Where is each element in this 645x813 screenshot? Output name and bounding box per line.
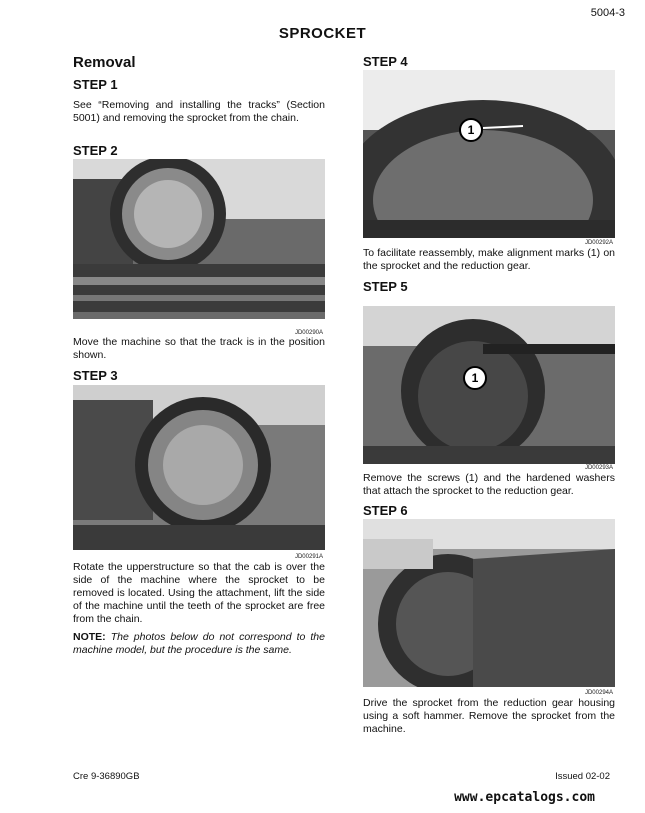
step-6-photo [363, 519, 615, 687]
step-5-photo [363, 306, 615, 464]
step-3-text: Rotate the upperstructure so that the cab is over the side of the machine where the sprocket to be removed is located. Using the attachment, lift the side of the machine until the teeth of the sprocket are free from the chain. [73, 561, 325, 625]
step-4-text: To facilitate reassembly, make alignment marks (1) on the sprocket and the reduction gear. [363, 247, 615, 272]
note [73, 631, 325, 657]
step-4-photo [363, 70, 615, 238]
step-3-label: STEP 3 [73, 368, 118, 383]
step-4-label: STEP 4 [363, 54, 408, 69]
step-2-photo [73, 159, 325, 319]
step-3-image-code: JD00291A [294, 554, 323, 560]
watermark: www.epcatalogs.com [454, 790, 595, 805]
step-4-callout: 1 [459, 118, 483, 142]
step-5-label: STEP 5 [363, 279, 408, 294]
step-5-image-code: JD00293A [584, 465, 613, 471]
step-6-label: STEP 6 [363, 503, 408, 518]
step-2-image-code: JD00290A [294, 330, 323, 336]
footer-issue-date: Issued 02-02 [555, 771, 610, 782]
step-3-photo [73, 385, 325, 550]
step-6-text: Drive the sprocket from the reduction gear housing using a soft hammer. Remove the sprocket from the machine. [363, 697, 615, 735]
note-label: NOTE: [73, 631, 106, 643]
page-number: 5004-3 [590, 7, 625, 19]
step-4-image-code: JD00292A [584, 240, 613, 246]
step-6-image-code: JD00294A [584, 690, 613, 696]
step-2-text: Move the machine so that the track is in the position shown. [73, 336, 325, 361]
page-title: SPROCKET [278, 25, 367, 42]
step-1-text: See “Removing and installing the tracks” (Section 5001) and removing the sprocket from the chain. [73, 99, 325, 124]
step-5-text: Remove the screws (1) and the hardened washers that attach the sprocket to the reduction gear. [363, 472, 615, 497]
step-5-callout: 1 [463, 366, 487, 390]
step-1-label: STEP 1 [73, 77, 118, 92]
footer-doc-code: Cre 9-36890GB [73, 771, 140, 782]
note-text: The photos below do not correspond to the machine model, but the procedure is the same. [73, 631, 325, 656]
section-heading: Removal [73, 54, 136, 71]
step-2-label: STEP 2 [73, 143, 118, 158]
